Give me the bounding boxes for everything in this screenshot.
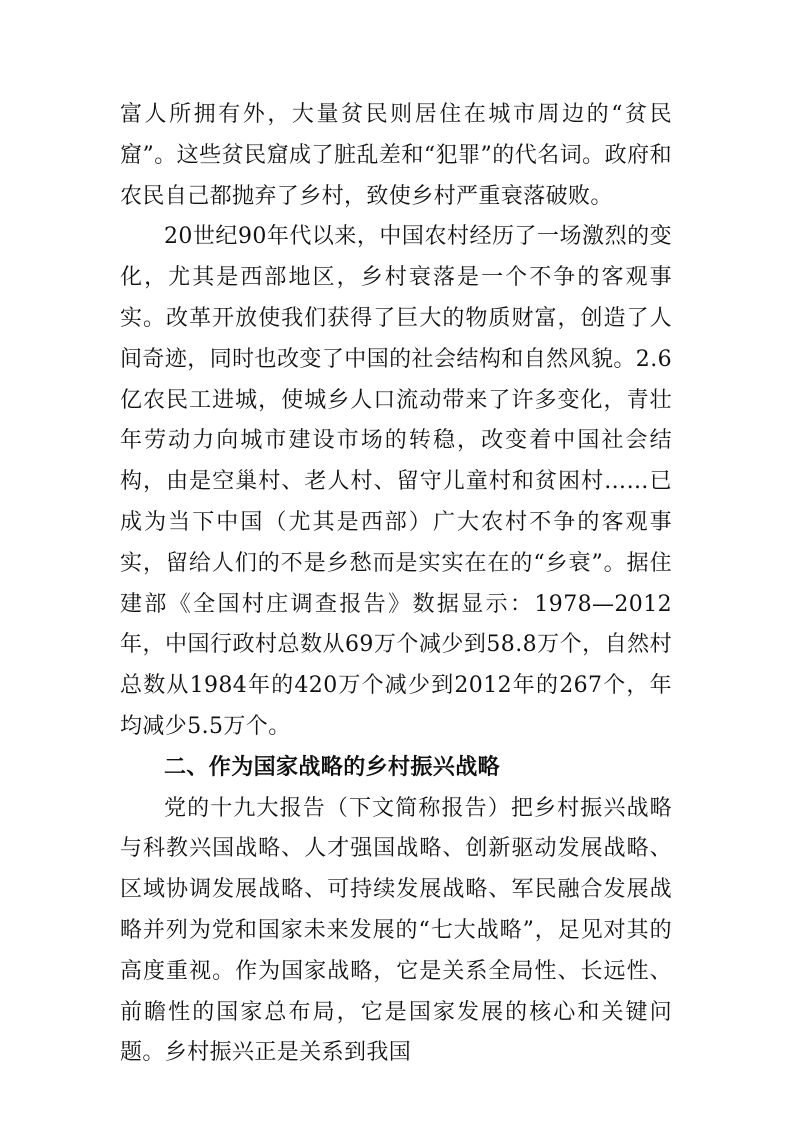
paragraph-rural-decline: 20世纪90年代以来，中国农村经历了一场激烈的变化，尤其是西部地区，乡村衰落是一个不争的客观事实。改革开放使我们获得了巨大的物质财富，创造了人间奇迹，同时也改变了中国的社会结构和自然风貌。2.6亿农民工进城，使城乡人口流动带来了许多变化，青壮年劳动力向城市建设市场的转稳，改变着中国社会结构，由是空巢村、老人村、留守儿童村和贫困村……已成为当下中国（尤其是西部）广大农村不争的客观事实，留给人们的不是乡愁而是实实在在的“乡衰”。据住建部《全国村庄调查报告》数据显示：1978—2012年，中国行政村总数从69万个减少到58.8万个，自然村总数从1984年的420万个减少到2012年的267个，年均减少5.5万个。 [120, 224, 672, 739]
paragraph-national-strategy: 党的十九大报告（下文简称报告）把乡村振兴战略与科教兴国战略、人才强国战略、创新驱动发展战略、区域协调发展战略、可持续发展战略、军民融合发展战略并列为党和国家未来发展的“七大战略”，足见对其的高度重视。作为国家战略，它是关系全局性、长远性、前瞻性的国家总布局，它是国家发展的核心和关键问题。乡村振兴正是关系到我国 [120, 795, 672, 1066]
section-heading: 二、作为国家战略的乡村振兴战略 [164, 754, 501, 780]
paragraph-continued: 富人所拥有外，大量贫民则居住在城市周边的“贫民窟”。这些贫民窟成了脏乱差和“犯罪”的代名词。政府和农民自己都抛弃了乡村，致使乡村严重衰落破败。 [120, 102, 672, 209]
document-page [120, 95, 672, 1074]
